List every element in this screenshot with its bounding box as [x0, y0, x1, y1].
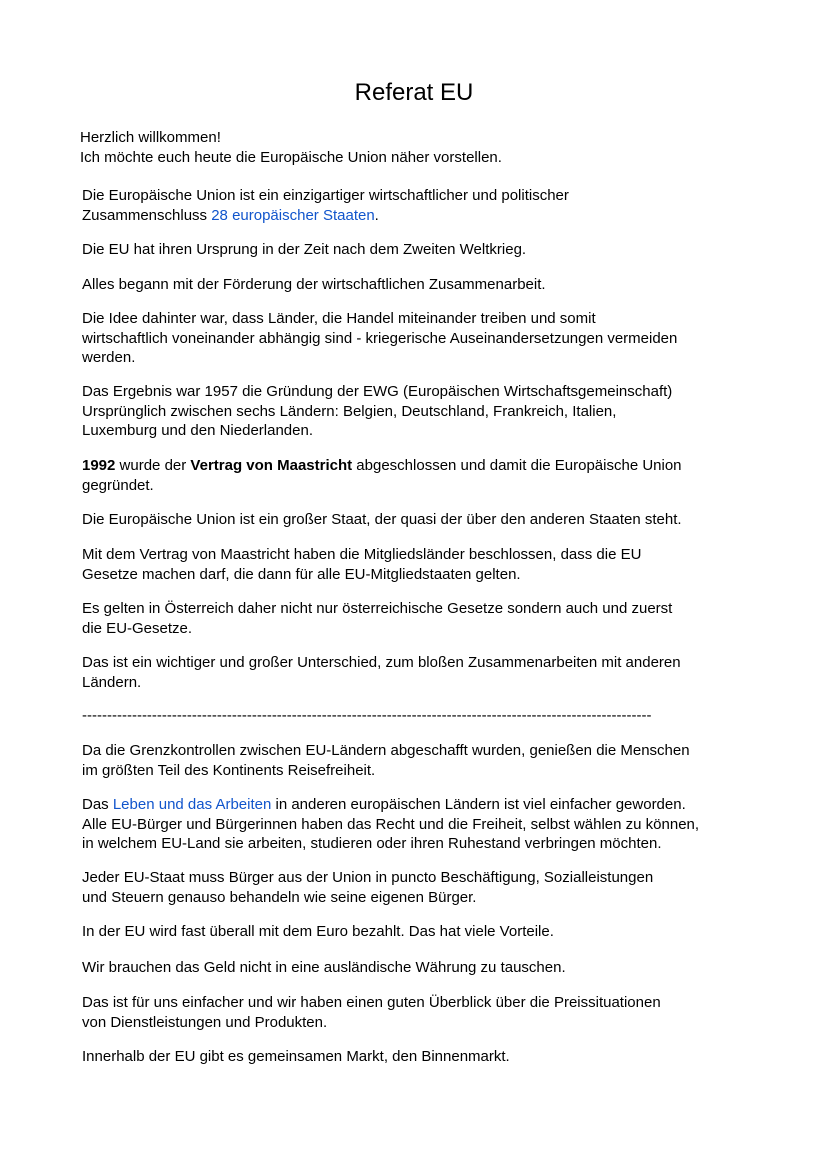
paragraph-line: [82, 795, 772, 815]
paragraph-ewg: [82, 382, 772, 441]
paragraph-eu-definition: [82, 186, 772, 225]
paragraph-line: in welchem EU-Land sie arbeiten, studieren oder ihren Ruhestand verbringen möchten.: [82, 835, 662, 852]
treaty-name: Vertrag von Maastricht: [190, 457, 353, 474]
text-span: wurde der: [115, 457, 191, 474]
paragraph-line: wirtschaftlich voneinander abhängig sind - kriegerische Auseinandersetzungen vermeiden: [82, 329, 678, 347]
paragraph-line: Das ist ein wichtiger und großer Unterschied, zum bloßen Zusammenarbeiten mit anderen: [82, 654, 681, 671]
year-1992: 1992: [82, 457, 116, 474]
paragraph-line: im größten Teil des Kontinents Reisefreiheit.: [82, 761, 376, 779]
paragraph-line: Es gelten in Österreich daher nicht nur österreichische Gesetze sondern auch und zuerst: [82, 600, 673, 617]
paragraph-line: Das Ergebnis war 1957 die Gründung der EWG (Europäischen Wirtschaftsgemeinschaft): [82, 383, 673, 400]
text-span: in anderen europäischen Ländern ist viel einfacher geworden.: [271, 796, 686, 813]
paragraph-line: [82, 456, 772, 476]
intro-text: Ich möchte euch heute die Europäische Union näher vorstellen.: [80, 148, 502, 166]
paragraph-cooperation: [82, 275, 772, 295]
paragraph-idea: [82, 309, 772, 368]
paragraph-euro: [82, 922, 772, 942]
paragraph-line: Jeder EU-Staat muss Bürger aus der Union in puncto Beschäftigung, Sozialleistungen: [82, 869, 654, 886]
paragraph-line: Luxemburg und den Niederlanden.: [82, 422, 313, 439]
paragraph-line: Mit dem Vertrag von Maastricht haben die Mitgliedsländer beschlossen, dass die EU: [82, 546, 642, 563]
paragraph-currency: [82, 958, 772, 978]
paragraph-line: Da die Grenzkontrollen zwischen EU-Ländern abgeschafft wurden, genießen die Menschen: [82, 742, 690, 759]
page-title: Referat EU: [354, 79, 474, 106]
text-span: Das: [82, 796, 113, 813]
paragraph-line: Gesetze machen darf, die dann für alle EU-Mitgliedstaaten gelten.: [82, 565, 521, 583]
intro: [80, 128, 780, 167]
paragraph-maastricht: [82, 456, 772, 495]
paragraph-big-state: [82, 510, 772, 530]
paragraph-line: Die Europäische Union ist ein großer Staat, der quasi der über den anderen Staaten steht.: [82, 511, 682, 528]
separator-line: ------------------------------------------------------------------------------------------------------------------: [82, 707, 652, 724]
paragraph-living-working: [82, 795, 772, 854]
paragraph-line: werden.: [82, 349, 136, 366]
paragraph-single-market: [82, 1047, 772, 1067]
paragraph-line: und Steuern genauso behandeln wie seine eigenen Bürger.: [82, 888, 477, 906]
paragraph-line: Die EU hat ihren Ursprung in der Zeit nach dem Zweiten Weltkrieg.: [82, 241, 527, 258]
paragraph-line: Alles begann mit der Förderung der wirtschaftlichen Zusammenarbeit.: [82, 276, 546, 293]
paragraph-prices: [82, 993, 772, 1032]
paragraph-line: Das ist für uns einfacher und wir haben einen guten Überblick über die Preissituationen: [82, 994, 661, 1011]
paragraph-laws: [82, 545, 772, 584]
text-span: Zusammenschluss: [82, 206, 212, 224]
paragraph-line: gegründet.: [82, 476, 154, 494]
text-span: .: [374, 206, 379, 224]
paragraph-austria: [82, 599, 772, 638]
paragraph-line: Wir brauchen das Geld nicht in eine ausländische Währung zu tauschen.: [82, 959, 566, 976]
paragraph-line: Die Idee dahinter war, dass Länder, die Handel miteinander treiben und somit: [82, 310, 596, 327]
paragraph-line: [82, 206, 772, 226]
living-working-link[interactable]: Leben und das Arbeiten: [112, 796, 272, 813]
intro-greeting: Herzlich willkommen!: [80, 129, 221, 146]
member-states-link[interactable]: 28 europäischer Staaten: [211, 206, 375, 224]
paragraph-line: Innerhalb der EU gibt es gemeinsamen Markt, den Binnenmarkt.: [82, 1048, 510, 1065]
paragraph-line: Ländern.: [82, 673, 142, 691]
paragraph-line: die EU-Gesetze.: [82, 619, 193, 637]
paragraph-equal-treatment: [82, 868, 772, 907]
paragraph-line: Die Europäische Union ist ein einzigartiger wirtschaftlicher und politischer: [82, 187, 569, 204]
paragraph-origin: [82, 240, 772, 260]
paragraph-line: von Dienstleistungen und Produkten.: [82, 1013, 328, 1031]
paragraph-line: In der EU wird fast überall mit dem Euro bezahlt. Das hat viele Vorteile.: [82, 923, 554, 940]
paragraph-difference: [82, 653, 772, 692]
paragraph-border-controls: [82, 741, 772, 780]
paragraph-line: Alle EU-Bürger und Bürgerinnen haben das Recht und die Freiheit, selbst wählen zu können,: [82, 815, 700, 833]
text-span: abgeschlossen und damit die Europäische Union: [352, 457, 682, 474]
paragraph-line: Ursprünglich zwischen sechs Ländern: Belgien, Deutschland, Frankreich, Italien,: [82, 402, 617, 420]
